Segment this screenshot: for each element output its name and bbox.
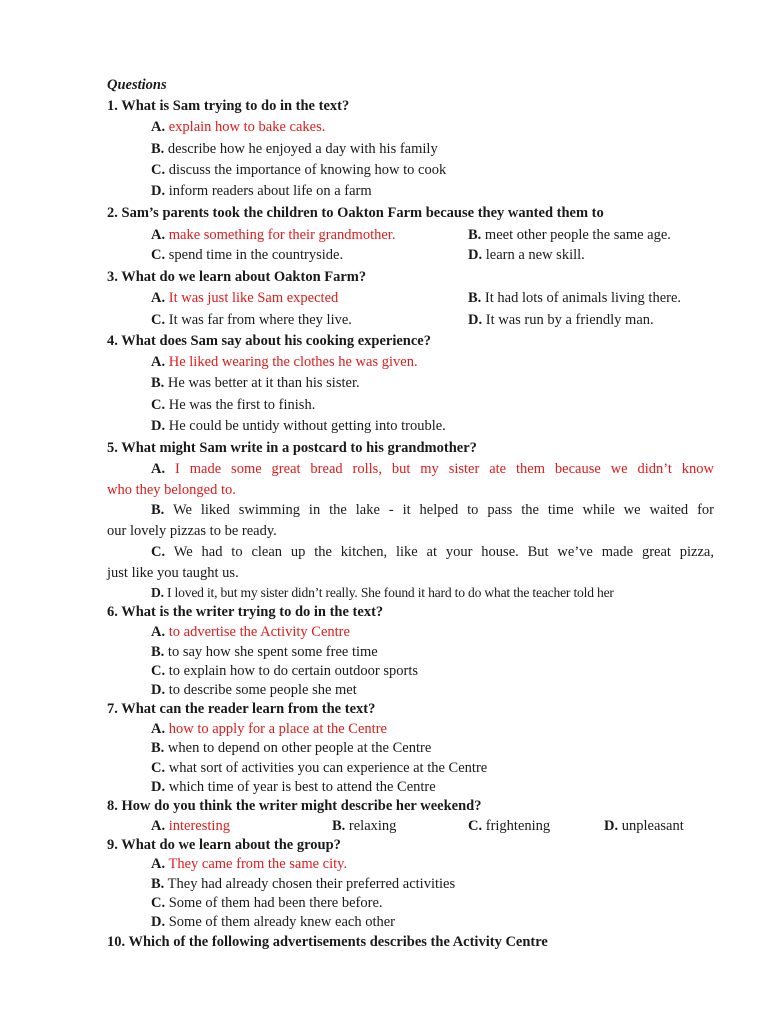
question-9-stem: 9. What do we learn about the group? (107, 837, 341, 853)
q2-option-d: D. learn a new skill. (468, 247, 585, 263)
q6-option-d: D. to describe some people she met (151, 682, 357, 698)
q1-option-b: B. describe how he enjoyed a day with his family (151, 141, 438, 157)
q9-option-a: A. They came from the same city. (151, 856, 348, 872)
q3-option-c: C. It was far from where they live. (151, 312, 352, 328)
q5-option-a: A. I made some great bread rolls, but my sister ate them because we didn’t know (151, 461, 714, 477)
q5-option-a-cont: who they belonged to. (107, 482, 236, 498)
q3-option-a: A. It was just like Sam expected (151, 290, 339, 306)
q5-option-d: D. I loved it, but my sister didn’t really. She found it hard to do what the teacher told her (151, 585, 614, 600)
q8-option-a: A. interesting (151, 818, 230, 834)
q1-option-d: D. inform readers about life on a farm (151, 183, 372, 199)
q3-option-d: D. It was run by a friendly man. (468, 312, 654, 328)
question-8-stem: 8. How do you think the writer might describe her weekend? (107, 798, 482, 814)
q9-option-c: C. Some of them had been there before. (151, 895, 383, 911)
q4-option-c: C. He was the first to finish. (151, 397, 316, 413)
question-4-stem: 4. What does Sam say about his cooking experience? (107, 333, 431, 349)
q1-option-a: A. explain how to bake cakes. (151, 119, 326, 135)
q5-option-b-cont: our lovely pizzas to be ready. (107, 523, 277, 539)
q4-option-d: D. He could be untidy without getting into trouble. (151, 418, 446, 434)
question-2-stem: 2. Sam’s parents took the children to Oakton Farm because they wanted them to (107, 205, 604, 221)
q6-option-b: B. to say how she spent some free time (151, 644, 378, 660)
q8-option-d: D. unpleasant (604, 818, 684, 834)
q1-option-c: C. discuss the importance of knowing how to cook (151, 162, 447, 178)
question-1-stem: 1. What is Sam trying to do in the text? (107, 98, 350, 114)
question-10-stem: 10. Which of the following advertisements describes the Activity Centre (107, 934, 548, 950)
question-5-stem: 5. What might Sam write in a postcard to his grandmother? (107, 440, 477, 456)
q2-option-a: A. make something for their grandmother. (151, 227, 396, 243)
q8-option-c: C. frightening (468, 818, 551, 834)
q2-option-c: C. spend time in the countryside. (151, 247, 344, 263)
question-7-stem: 7. What can the reader learn from the text? (107, 701, 376, 717)
q9-option-d: D. Some of them already knew each other (151, 914, 396, 930)
q7-option-b: B. when to depend on other people at the Centre (151, 740, 432, 756)
q7-option-d: D. which time of year is best to attend the Centre (151, 779, 436, 795)
q7-option-c: C. what sort of activities you can experience at the Centre (151, 760, 488, 776)
q9-option-b: B. They had already chosen their preferred activities (151, 876, 456, 892)
q2-option-b: B. meet other people the same age. (468, 227, 671, 243)
q5-option-b: B. We liked swimming in the lake - it helped to pass the time while we waited for (151, 502, 714, 518)
q6-option-a: A. to advertise the Activity Centre (151, 624, 350, 640)
q4-option-b: B. He was better at it than his sister. (151, 375, 360, 391)
q6-option-c: C. to explain how to do certain outdoor sports (151, 663, 419, 679)
q5-option-c-cont: just like you taught us. (107, 565, 239, 581)
q8-option-b: B. relaxing (332, 818, 397, 834)
question-3-stem: 3. What do we learn about Oakton Farm? (107, 269, 367, 285)
q3-option-b: B. It had lots of animals living there. (468, 290, 682, 306)
question-6-stem: 6. What is the writer trying to do in the text? (107, 604, 384, 620)
q5-option-c: C. We had to clean up the kitchen, like at your house. But we’ve made great pizza, (151, 544, 714, 560)
q7-option-a: A. how to apply for a place at the Centre (151, 721, 387, 737)
page-title: Questions (107, 77, 167, 93)
q4-option-a: A. He liked wearing the clothes he was given. (151, 354, 418, 370)
